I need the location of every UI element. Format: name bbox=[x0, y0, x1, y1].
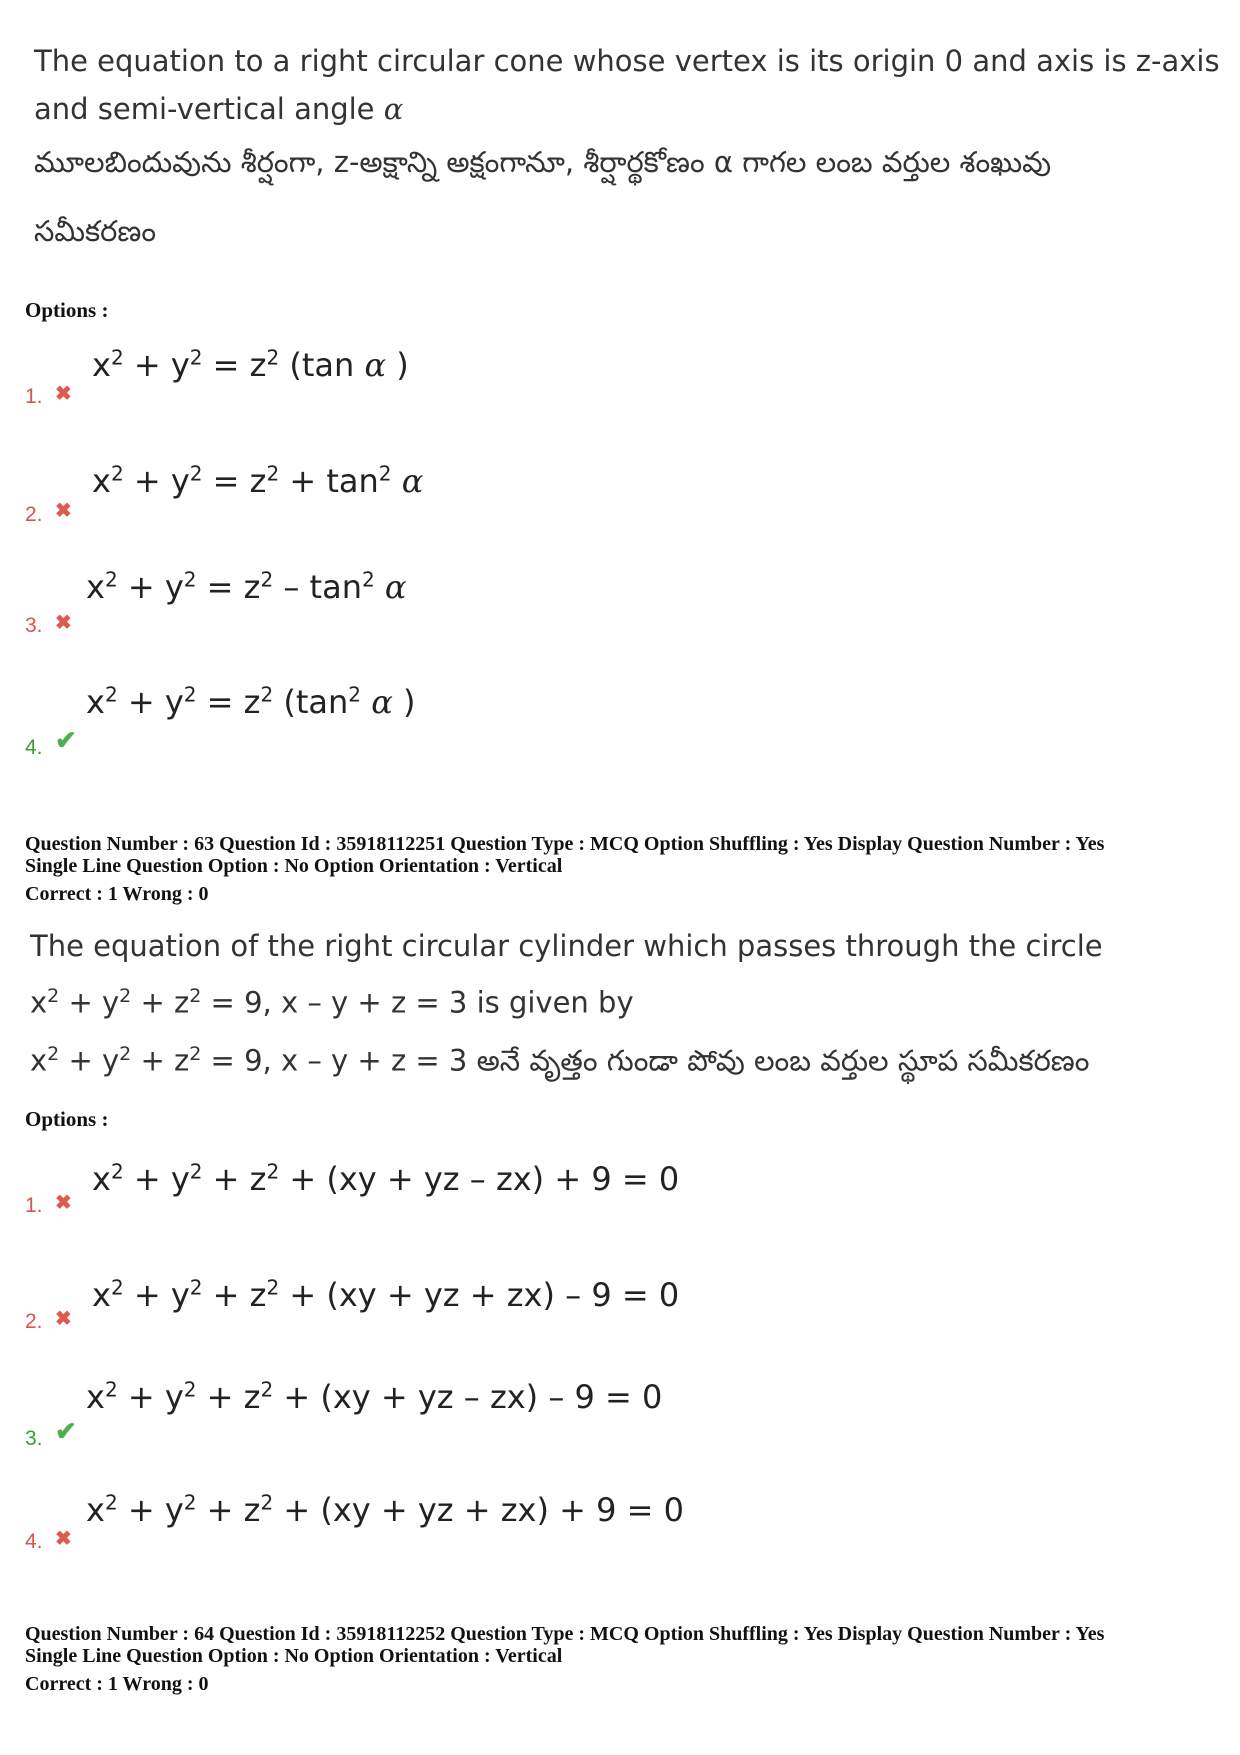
question-64-meta-line1: Question Number : 64 Question Id : 35918112252 Question Type : MCQ Option Shuffling : Yes Display Question Number : Yes bbox=[25, 1623, 1105, 1645]
wrong-mark-icon: ✖ bbox=[55, 500, 72, 522]
question-63-stem-en-line1: The equation of the right circular cylinder which passes through the circle bbox=[30, 929, 1103, 963]
correct-check-icon: ✔ bbox=[55, 725, 77, 755]
question-63-stem-en-line2: $x^2 + y^2 + z^2 = 9$, x – y + z = 3 is given by bbox=[30, 985, 634, 1020]
q63-option-4-number: 4. bbox=[25, 1530, 43, 1553]
correct-check-icon: ✔ bbox=[55, 1416, 77, 1446]
options-label: Options : bbox=[25, 1107, 109, 1131]
question-62-stem-en-line2 bbox=[34, 92, 403, 127]
q62-option-3-equation: $x^2 + y^2 = z^2 - \tan^2 \alpha$ bbox=[86, 567, 407, 606]
q62-option-3-number: 3. bbox=[25, 614, 43, 637]
wrong-mark-icon: ✖ bbox=[55, 1528, 72, 1550]
q62-option-2-number: 2. bbox=[25, 503, 43, 526]
question-63-stem-te-line: $x^2 + y^2 + z^2 = 9$, x – y + z = 3 అనే వృత్తం గుండా పోవు లంబ వర్తుల స్థూప సమీకరణం bbox=[30, 1043, 1090, 1078]
wrong-mark-icon: ✖ bbox=[55, 383, 72, 405]
stem-text: is given by bbox=[476, 985, 634, 1020]
question-63-meta-line2: Single Line Question Option : No Option Orientation : Vertical bbox=[25, 855, 563, 877]
question-62-stem-en-line1: The equation to a right circular cone whose vertex is its origin 0 and axis is z-axis bbox=[34, 44, 1220, 78]
wrong-mark-icon: ✖ bbox=[55, 612, 72, 634]
q62-option-4-number: 4. bbox=[25, 736, 43, 759]
q63-option-4-equation: $x^2 + y^2 + z^2 + (xy$ + yz + zx) + 9 = 0 bbox=[86, 1490, 684, 1529]
q62-option-1-number: 1. bbox=[25, 385, 43, 408]
options-label: Options : bbox=[25, 298, 109, 322]
stem-text: and semi-vertical angle bbox=[34, 92, 375, 126]
q63-option-1-number: 1. bbox=[25, 1194, 43, 1217]
q62-option-1-equation: $x^2 + y^2 = z^2$ (tan α ) bbox=[92, 345, 409, 384]
question-63-meta-line1: Question Number : 63 Question Id : 35918112251 Question Type : MCQ Option Shuffling : Yes Display Question Number : Yes bbox=[25, 833, 1105, 855]
question-63-meta-line3: Correct : 1 Wrong : 0 bbox=[25, 883, 209, 905]
stem-text-te: అనే వృత్తం గుండా పోవు లంబ వర్తుల స్థూప సమీకరణం bbox=[476, 1043, 1090, 1078]
q63-option-3-number: 3. bbox=[25, 1427, 43, 1450]
q63-option-2-equation: $x^2 + y^2 + z^2 + (xy$ + yz + zx) – 9 = 0 bbox=[92, 1275, 680, 1314]
alpha-symbol: α bbox=[383, 92, 404, 126]
q63-option-3-equation: $x^2 + y^2 + z^2 + (xy$ + yz – zx) – 9 = 0 bbox=[86, 1377, 663, 1416]
q63-option-2-number: 2. bbox=[25, 1310, 43, 1333]
q62-option-2-equation: $x^2 + y^2 = z^2 + \tan^2 \alpha$ bbox=[92, 461, 424, 500]
question-62-stem-te-line1: మూలబిందువును శీర్షంగా, z-అక్షాన్ని అక్షంగానూ, శీర్షార్థకోణం α గాగల లంబ వర్తుల శంఖువు bbox=[34, 145, 1052, 179]
wrong-mark-icon: ✖ bbox=[55, 1192, 72, 1214]
question-64-meta-line2: Single Line Question Option : No Option Orientation : Vertical bbox=[25, 1645, 563, 1667]
q62-option-4-equation: $x^2 + y^2 = z^2$ ($\tan^2$ α ) bbox=[86, 682, 416, 721]
question-62-stem-te-line2: సమీకరణం bbox=[34, 214, 157, 248]
question-64-meta-line3: Correct : 1 Wrong : 0 bbox=[25, 1673, 209, 1695]
q63-option-1-equation: $x^2 + y^2 + z^2 + (xy$ + yz – zx) + 9 = 0 bbox=[92, 1159, 680, 1198]
wrong-mark-icon: ✖ bbox=[55, 1308, 72, 1330]
